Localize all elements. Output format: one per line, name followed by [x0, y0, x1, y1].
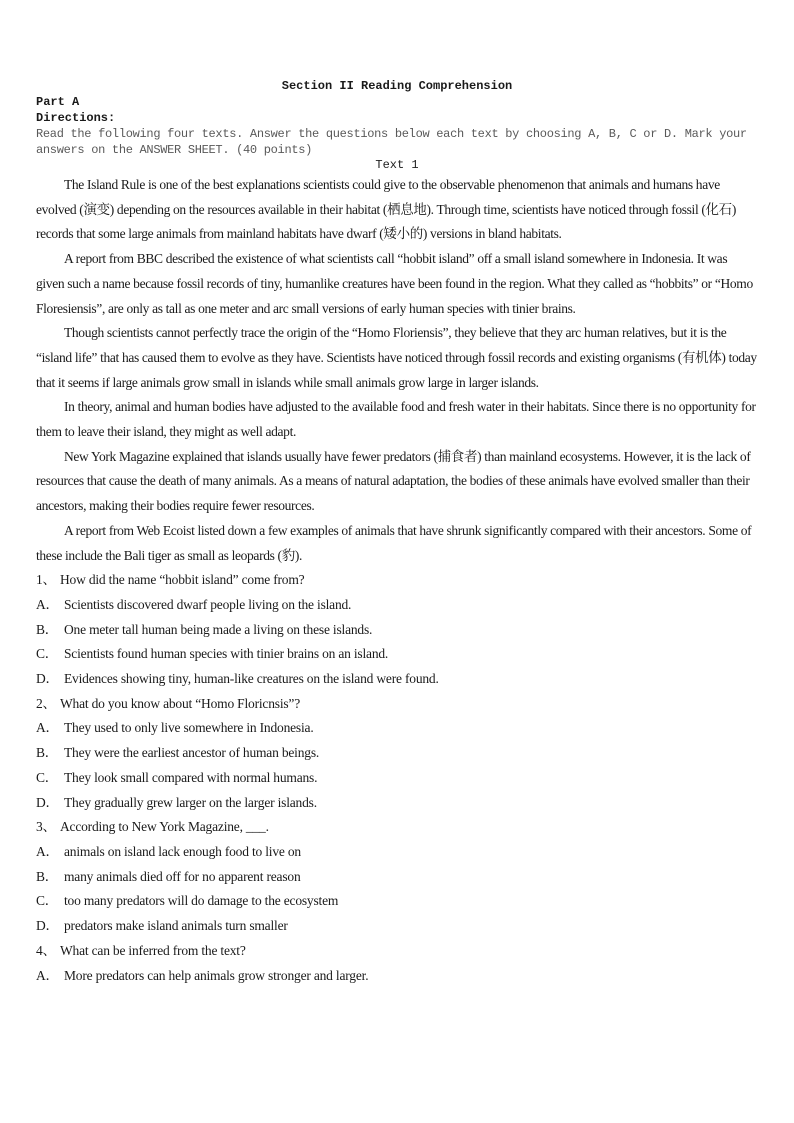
question-number: 1、	[36, 572, 56, 588]
option-row	[36, 741, 758, 766]
option-text: They gradually grew larger on the larger islands.	[64, 794, 317, 810]
question-text: What can be inferred from the text?	[60, 942, 246, 958]
passage	[36, 173, 758, 568]
option-letter: D．	[36, 794, 59, 810]
option-row	[36, 791, 758, 816]
option-letter: D．	[36, 671, 59, 687]
option-letter: C．	[36, 769, 59, 785]
option-row	[36, 840, 758, 865]
option-row	[36, 766, 758, 791]
option-row	[36, 716, 758, 741]
option-row	[36, 667, 758, 692]
option-text: They look small compared with normal humans.	[64, 769, 318, 785]
option-letter: C．	[36, 893, 59, 909]
directions-text: Read the following four texts. Answer the questions below each text by choosing A, B, C or D. Mark your answers on the ANSWER SHEET. (40 points)	[36, 127, 747, 157]
option-row	[36, 914, 758, 939]
passage-paragraph: A report from BBC described the existence of what scientists call “hobbit island” off a small island somewhere in Indonesia. It was given such a name because fossil records of tiny, humanlike creatures have been found in the region. What they called as “hobbits” or “Homo Floresiensis”, are only as tall as one meter and arc small versions of early human species with tinier brains.	[36, 251, 753, 316]
question-line	[36, 692, 758, 717]
option-row	[36, 865, 758, 890]
questions-section	[36, 568, 758, 988]
option-text: Evidences showing tiny, human-like creatures on the island were found.	[64, 671, 439, 687]
option-letter: A．	[36, 967, 59, 983]
question-number: 4、	[36, 942, 56, 958]
option-row	[36, 618, 758, 643]
option-letter: A．	[36, 720, 59, 736]
question-number: 2、	[36, 695, 56, 711]
option-text: too many predators will do damage to the ecosystem	[64, 893, 339, 909]
option-text: They used to only live somewhere in Indonesia.	[64, 720, 314, 736]
directions-label: Directions:	[36, 111, 116, 125]
option-row	[36, 889, 758, 914]
option-letter: B．	[36, 745, 59, 761]
question-number: 3、	[36, 819, 56, 835]
option-text: many animals died off for no apparent reason	[64, 868, 301, 884]
question-line	[36, 568, 758, 593]
passage-paragraph: A report from Web Ecoist listed down a few examples of animals that have shrunk significantly compared with their ancestors. Some of these include the Bali tiger as small as leopards (豹).	[36, 522, 752, 563]
passage-paragraph: New York Magazine explained that islands usually have fewer predators (捕食者) than mainland ecosystems. However, it is the lack of resources that cause the death of many animals. As a means of natural adaptation, the bodies of these animals have evolved smaller than their ancestors, making their bodies require fewer resources.	[36, 448, 751, 514]
question-text: How did the name “hobbit island” come from?	[60, 572, 305, 588]
section-title: Section II Reading Comprehension	[281, 79, 513, 93]
option-letter: A．	[36, 843, 59, 859]
question-line	[36, 939, 758, 964]
option-letter: B．	[36, 621, 59, 637]
option-letter: B．	[36, 868, 59, 884]
option-text: They were the earliest ancestor of human beings.	[64, 745, 320, 761]
question-text: What do you know about “Homo Floricnsis”?	[60, 695, 301, 711]
passage-paragraph: In theory, animal and human bodies have adjusted to the available food and fresh water in their habitats. Since there is no opportunity for them to leave their island, they might as well adapt.	[36, 399, 756, 440]
passage-paragraph: Though scientists cannot perfectly trace the origin of the “Homo Floriensis”, they believe that they arc human relatives, but it is the “island life” that has caused them to evolve as they have. Scientists have noticed through fossil records and existing organisms (有机体) today that it seems if large animals grow small in islands while small animals grow large in larger islands.	[36, 325, 757, 390]
option-text: predators make island animals turn smaller	[64, 918, 288, 934]
option-row	[36, 642, 758, 667]
option-text: animals on island lack enough food to live on	[64, 843, 301, 859]
question-text: According to New York Magazine, ___.	[60, 819, 269, 835]
option-text: Scientists discovered dwarf people living on the island.	[64, 596, 352, 612]
option-letter: D．	[36, 918, 59, 934]
option-text: More predators can help animals grow stronger and larger.	[64, 967, 369, 983]
option-text: One meter tall human being made a living on these islands.	[64, 621, 373, 637]
passage-paragraph: The Island Rule is one of the best explanations scientists could give to the observable phenomenon that animals and humans have evolved (演变) depending on the resources available in their habitat (栖息地). Through time, scientists have noticed through fossil (化石) records that some large animals from mainland habitats have dwarf (矮小的) versions in bland habitats.	[36, 177, 736, 242]
option-letter: C．	[36, 646, 59, 662]
text1-heading: Text 1	[375, 158, 419, 172]
option-row	[36, 593, 758, 618]
option-text: Scientists found human species with tinier brains on an island.	[64, 646, 389, 662]
part-a-label: Part A	[36, 95, 80, 109]
option-letter: A．	[36, 596, 59, 612]
question-line	[36, 815, 758, 840]
option-row	[36, 964, 758, 989]
